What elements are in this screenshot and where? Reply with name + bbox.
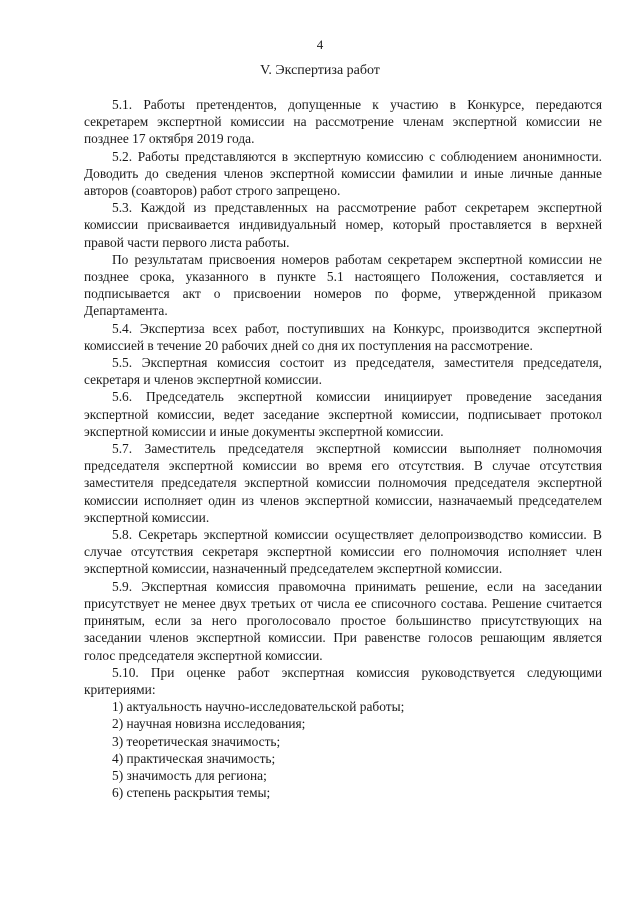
section-title: V. Экспертиза работ — [260, 63, 380, 78]
paragraph-5-6: 5.6. Председатель экспертной комиссии инициирует проведение заседания экспертной комиссии, ведет заседание экспертной комиссии, подписывает протокол экспертной комиссии и иные документы экспертной комиссии. — [84, 389, 602, 439]
paragraph-5-8: 5.8. Секретарь экспертной комиссии осуществляет делопроизводство комиссии. В случае отсутствия секретаря экспертной комиссии его полномочия исполняет член экспертной комиссии, назначенный председателем экспертной комиссии. — [84, 527, 602, 577]
criteria-item: 2) научная новизна исследования; — [112, 716, 306, 732]
criteria-list — [84, 698, 602, 801]
paragraph-5-2: 5.2. Работы представляются в экспертную комиссию с соблюдением анонимности. Доводить до сведения членов экспертной комиссии фамилии и иные личные данные авторов (соавторов) работ строго запрещено. — [84, 148, 602, 199]
paragraph-5-9: 5.9. Экспертная комиссия правомочна принимать решение, если на заседании присутствует не менее двух третьих от числа ее списочного состава. Решение считается принятым, если за него проголосовало простое большинство присутствующих на заседании членов экспертной комиссии. При равенстве голосов решающим является голос председателя экспертной комиссии. — [84, 578, 602, 663]
document-body — [84, 96, 602, 801]
criteria-item: 4) практическая значимость; — [112, 750, 276, 766]
paragraph-5-7: 5.7. Заместитель председателя экспертной комиссии выполняет полномочия председателя экспертной комиссии во время его отсутствия. В случае отсутствия заместителя председателя экспертной комиссии полномочия председателя экспертной комиссии исполняет один из членов экспертной комиссии, назначаемый председателем экспертной комиссии. — [84, 441, 602, 525]
paragraph-5-5: 5.5. Экспертная комиссия состоит из председателя, заместителя председателя, секретаря и членов экспертной комиссии. — [84, 355, 602, 388]
criteria-item: 5) значимость для региона; — [112, 767, 267, 783]
paragraph-5-1: 5.1. Работы претендентов, допущенные к участию в Конкурсе, передаются секретарем экспертной комиссии на рассмотрение членам экспертной комиссии не позднее 17 октября 2019 года. — [84, 97, 602, 147]
criteria-item: 1) актуальность научно-исследовательской работы; — [112, 699, 405, 715]
paragraph-5-3: 5.3. Каждой из представленных на рассмотрение работ секретарем экспертной комиссии присваивается индивидуальный номер, который проставляется в верхней правой части первого листа работы. — [84, 200, 602, 250]
criteria-item: 3) теоретическая значимость; — [112, 733, 281, 749]
page-number: 4 — [316, 37, 324, 52]
paragraph-5-4: 5.4. Экспертиза всех работ, поступивших на Конкурс, производится экспертной комиссией в течение 20 рабочих дней со дня их поступления на рассмотрение. — [84, 320, 602, 353]
criteria-item: 6) степень раскрытия темы; — [112, 785, 271, 801]
paragraph-5-10: 5.10. При оценке работ экспертная комиссия руководствуется следующими критериями: — [84, 664, 602, 697]
paragraph-5-3-numbering-act: По результатам присвоения номеров работам секретарем экспертной комиссии не позднее срока, указанного в пункте 5.1 настоящего Положения, составляется и подписывается акт о присвоении номеров по форме, утвержденной приказом Департамента. — [84, 251, 602, 319]
